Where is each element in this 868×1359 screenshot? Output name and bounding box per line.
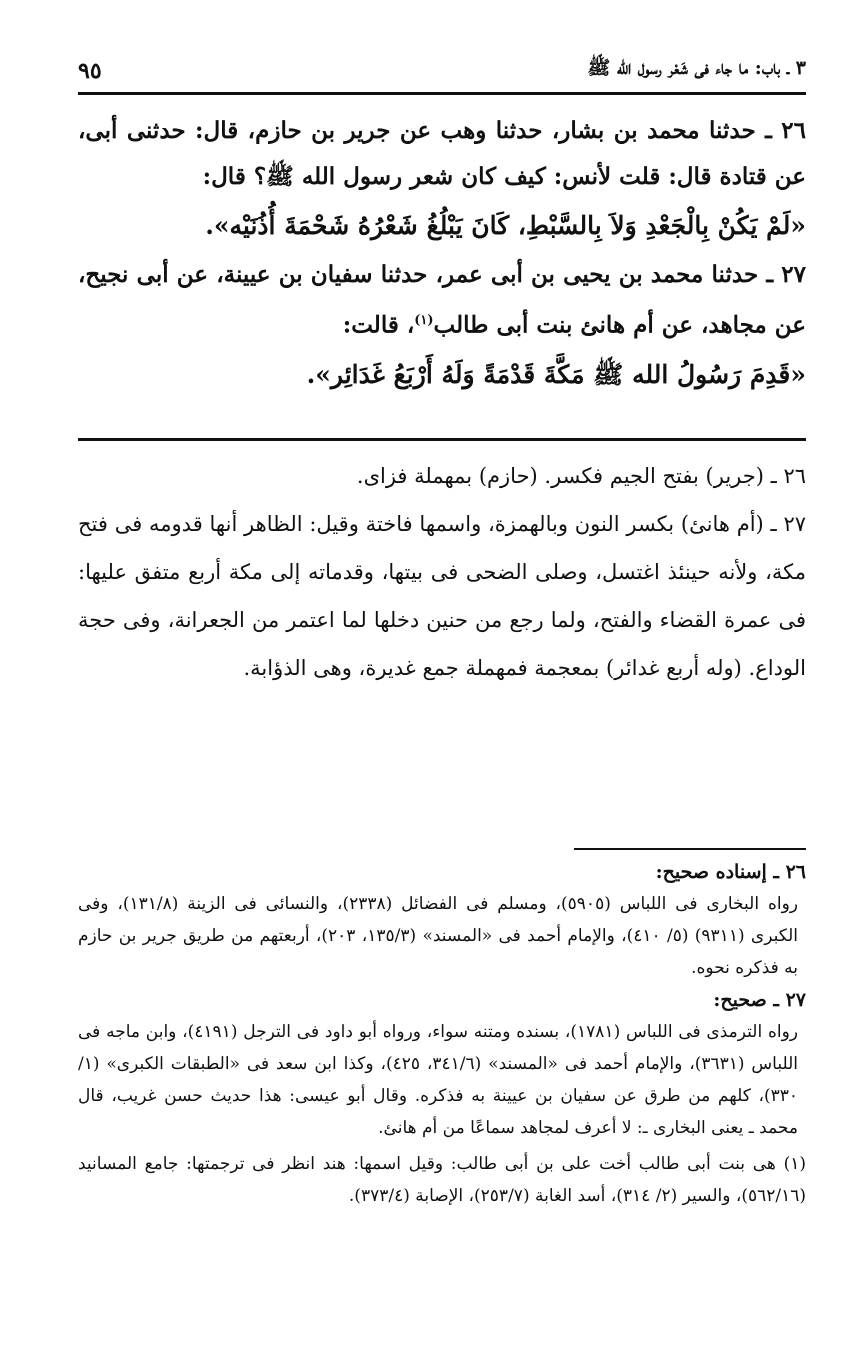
hadith-27-chain-end: ، قالت: — [342, 311, 415, 339]
ref-27-body: رواه الترمذى فى اللباس (١٧٨١)، بسنده ومتنه سواء، ورواه أبو داود فى الترجل (٤١٩١)، وابن ماجه فى اللباس (٣٦٣١)، والإمام أحمد فى «المسند» (٣٤١/٦، ٤٢٥)، وكذا ابن سعد فى «الطبقات الكبرى» (١/ ٣٣٠)، كلهم من طرق عن سفيان بن عيينة به فذكره. وقال أبو عيسى: هذا حديث حسن غريب، قال محمد ـ يعنى البخارى ـ: لا أعرف لمجاهد سماعًا من أم هانئ. — [78, 1022, 799, 1138]
ref-26-body: رواه البخارى فى اللباس (٥٩٠٥)، ومسلم فى الفضائل (٢٣٣٨)، والنسائى فى الزينة (١٣١/٨)، وفى الكبرى (٩٣١١) (٥/ ٤١٠)، والإمام أحمد فى «المسند» (١٣٥/٣، ٢٠٣)، أربعتهم من طريق جرير بن حازم به فذكره نحوه. — [78, 894, 798, 978]
section-divider — [78, 438, 806, 441]
page-number: ٩٥ — [78, 58, 102, 84]
hadith-26-chain: ٢٦ ـ حدثنا محمد بن بشار، حدثنا وهب عن جرير بن حازم، قال: حدثنى أبى، عن قتادة قال: قلت لأنس: كيف كان شعر رسول الله ﷺ؟ قال: — [78, 117, 806, 190]
takhrij-references — [78, 856, 806, 1212]
hadith-text — [78, 108, 806, 401]
hadith-26 — [78, 108, 806, 250]
hadith-27-quote: «قَدِمَ رَسُولُ الله ﷺ مَكَّةَ قَدْمَةً وَلَهُ أَرْبَعُ غَدَائِر». — [306, 359, 806, 389]
hadith-27 — [78, 252, 806, 399]
hadith-27-chain-text: ٢٧ ـ حدثنا محمد بن يحيى بن أبى عمر، حدثنا سفيان بن عيينة، عن أبى نجيح، عن مجاهد، عن أم هانئ بنت أبى طالب — [78, 261, 806, 339]
note-26: ٢٦ ـ (جرير) بفتح الجيم فكسر. (حازم) بمهملة فزاى. — [356, 464, 806, 488]
footnote-divider — [574, 848, 806, 850]
hadith-27-chain — [78, 252, 806, 349]
chapter-title: ٣ ـ باب: ما جاء فى شَعْر رسول الله ﷺ — [587, 57, 806, 79]
note-27: ٢٧ ـ (أم هانئ) بكسر النون وبالهمزة، واسمها فاختة وقيل: الظاهر أنها قدومه فى فتح مكة، ولأنه حينئذ اغتسل، وصلى الضحى فى بيتها، وقدماته إلى مكة أربع متفق عليها: فى عمرة القضاء والفتح، ولما رجع من حنين دخلها لما اعتمر من الجعرانة، وفى حجة الوداع. (وله أربع غدائر) بمعجمة فمهملة جمع غديرة، وهى الذؤابة. — [78, 512, 806, 680]
page-header — [78, 50, 806, 95]
footnote-1: (١) هى بنت أبى طالب أخت على بن أبى طالب: وقيل اسمها: هند انظر فى ترجمتها: جامع المسانيد (٥٦٢/١٦)، والسير (٢/ ٣١٤)، أسد الغابة (٢٥٣/٧)، الإصابة (٣٧٣/٤). — [78, 1154, 806, 1206]
footnote-marker: (١) — [414, 313, 434, 328]
ref-26-heading: ٢٦ ـ إسناده صحيح: — [655, 861, 806, 883]
ref-27-heading: ٢٧ ـ صحيح: — [713, 989, 806, 1011]
explanatory-notes — [78, 452, 806, 692]
hadith-26-quote: «لَمْ يَكُنْ بِالْجَعْدِ وَلاَ بِالسَّبْطِ، كَانَ يَبْلُغُ شَعْرُهُ شَحْمَةَ أُذُنَيْه». — [205, 211, 806, 240]
